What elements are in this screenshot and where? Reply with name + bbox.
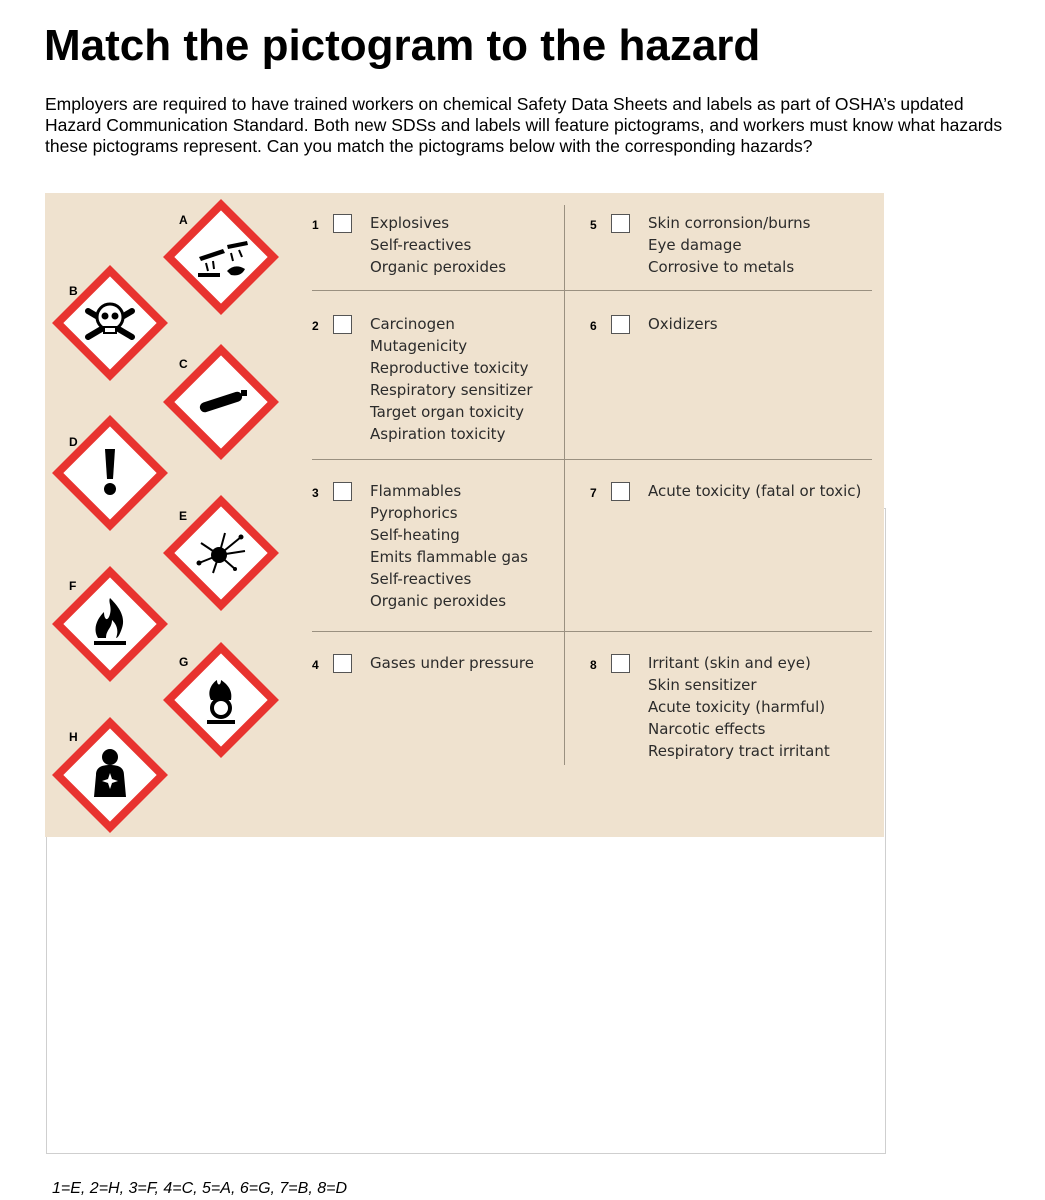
hazard-item: Self-reactives (370, 236, 472, 254)
hazard-item: Skin sensitizer (648, 676, 757, 694)
hazard-number: 3 (312, 486, 319, 500)
hazard-item: Gases under pressure (370, 654, 534, 672)
pictogram-label-h: H (69, 730, 78, 744)
pictogram-label-f: F (69, 579, 77, 593)
hazard-number: 7 (590, 486, 597, 500)
hazard-number: 1 (312, 218, 319, 232)
answer-checkbox[interactable] (333, 315, 352, 334)
pictogram-label-g: G (179, 655, 189, 669)
answer-checkbox[interactable] (333, 482, 352, 501)
answer-checkbox[interactable] (333, 214, 352, 233)
pictogram-label-d: D (69, 435, 78, 449)
hazard-item: Pyrophorics (370, 504, 458, 522)
skull-crossbones-icon (50, 263, 170, 383)
row-divider (312, 631, 872, 632)
pictogram-label-e: E (179, 509, 188, 523)
hazard-item: Acute toxicity (fatal or toxic) (648, 482, 862, 500)
answer-checkbox[interactable] (611, 654, 630, 673)
hazard-item: Explosives (370, 214, 450, 232)
hazard-item: Emits flammable gas (370, 548, 528, 566)
pictogram-label-b: B (69, 284, 78, 298)
hazard-item: Mutagenicity (370, 337, 468, 355)
hazard-number: 5 (590, 218, 597, 232)
hazard-item: Self-reactives (370, 570, 472, 588)
answer-key: 1=E, 2=H, 3=F, 4=C, 5=A, 6=G, 7=B, 8=D (52, 1180, 348, 1197)
exploding-bomb-icon (161, 493, 281, 613)
hazard-item: Respiratory sensitizer (370, 381, 533, 399)
hazard-number: 6 (590, 319, 597, 333)
hazard-item: Aspiration toxicity (370, 425, 506, 443)
flame-icon (50, 564, 170, 684)
hazard-item: Oxidizers (648, 315, 718, 333)
hazard-item: Corrosive to metals (648, 258, 795, 276)
hazard-number: 2 (312, 319, 319, 333)
corrosion-icon (161, 197, 281, 317)
hazard-item: Carcinogen (370, 315, 455, 333)
hazard-number: 8 (590, 658, 597, 672)
hazard-item: Self-heating (370, 526, 460, 544)
hazard-item: Acute toxicity (harmful) (648, 698, 826, 716)
hazard-item: Target organ toxicity (370, 403, 525, 421)
health-hazard-icon (50, 715, 170, 835)
hazard-item: Skin corronsion/burns (648, 214, 811, 232)
hazard-item: Narcotic effects (648, 720, 766, 738)
flame-over-circle-icon (161, 640, 281, 760)
quiz-panel (45, 193, 884, 837)
hazard-item: Eye damage (648, 236, 742, 254)
pictogram-label-c: C (179, 357, 188, 371)
pictogram-label-a: A (179, 213, 188, 227)
row-divider (312, 459, 872, 460)
answer-checkbox[interactable] (611, 214, 630, 233)
hazard-item: Organic peroxides (370, 592, 507, 610)
page-title: Match the pictogram to the hazard (44, 21, 761, 70)
intro-paragraph: Employers are required to have trained workers on chemical Safety Data Sheets and labels as part of OSHA’s updated Hazard Communication Standard. Both new SDSs and labels will feature pictograms, and workers must know what hazards these pictograms represent. Can you match the pictograms below with the corresponding hazards? (45, 94, 1003, 156)
hazard-number: 4 (312, 658, 319, 672)
answer-checkbox[interactable] (611, 482, 630, 501)
exclamation-mark-icon (50, 413, 170, 533)
hazard-item: Irritant (skin and eye) (648, 654, 811, 672)
answer-checkbox[interactable] (611, 315, 630, 334)
hazard-item: Organic peroxides (370, 258, 507, 276)
row-divider (312, 290, 872, 291)
hazard-item: Reproductive toxicity (370, 359, 529, 377)
hazard-item: Respiratory tract irritant (648, 742, 830, 760)
answer-checkbox[interactable] (333, 654, 352, 673)
hazard-item: Flammables (370, 482, 462, 500)
gas-cylinder-icon (161, 342, 281, 462)
